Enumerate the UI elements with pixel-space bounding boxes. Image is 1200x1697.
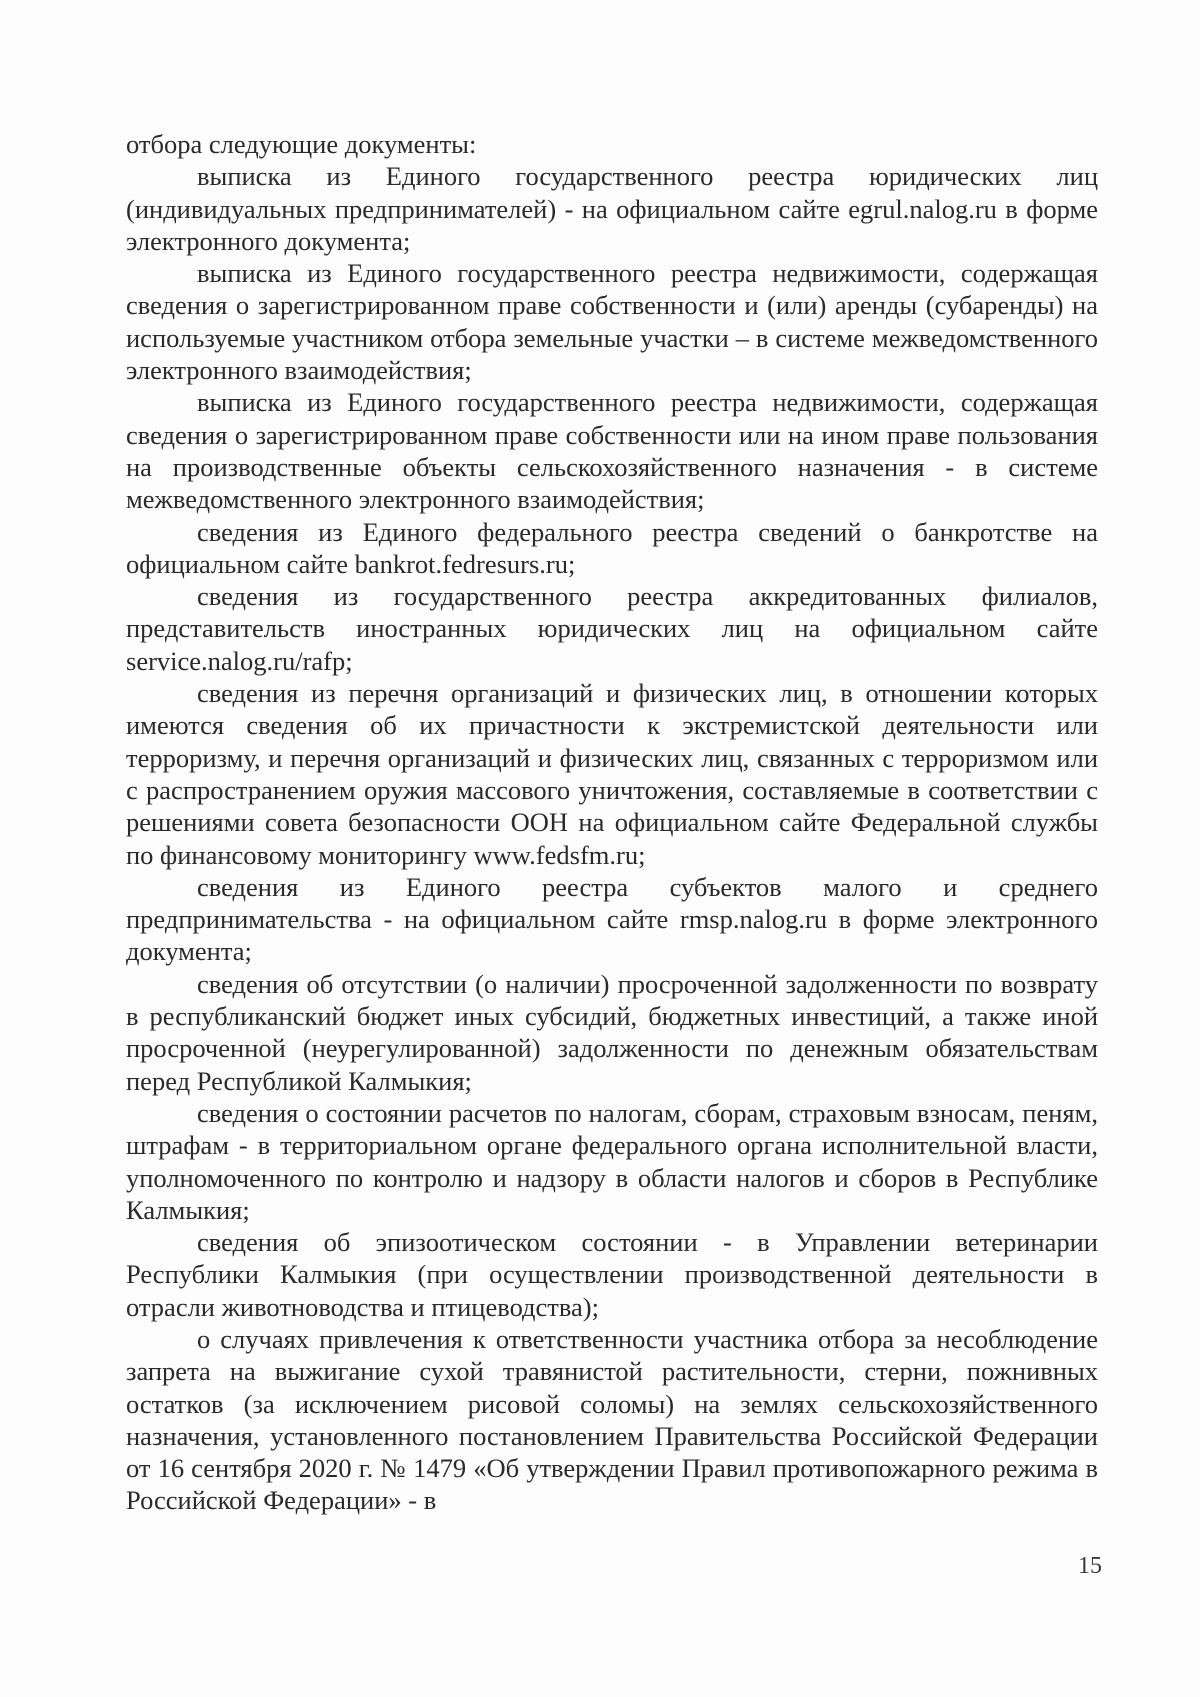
paragraph-extremism-list-info: сведения из перечня организаций и физических лиц, в отношении которых имеются сведения об их причастности к экстремистской деятельности или терроризму, и перечня организаций и физических лиц, связанных с терроризмом или с распространением оружия массового уничтожения, составляемые в соответствии с решениями совета безопасности ООН на официальном сайте Федеральной службы по финансовому мониторингу www.fedsfm.ru; [126, 678, 1098, 870]
paragraph-bankruptcy-info: сведения из Единого федерального реестра сведений о банкротстве на официальном сайте bankrot.fedresurs.ru; [126, 516, 1098, 579]
page-number: 15 [1078, 1553, 1102, 1579]
paragraph-overdue-debt-info: сведения об отсутствии (о наличии) просроченной задолженности по возврату в республиканский бюджет иных субсидий, бюджетных инвестиций, а также иной просроченной (неурегулированной) задолженности по денежным обязательствам перед Республикой Калмыкия; [126, 968, 1098, 1096]
paragraph-egrn-facilities-extract: выписка из Единого государственного реестра недвижимости, содержащая сведения о зарегистрированном праве собственности или на ином праве пользования на производственные объекты сельскохозяйственного назначения - в системе межведомственного электронного взаимодействия; [126, 387, 1098, 515]
paragraph-epizootic-info: сведения об эпизоотическом состоянии - в Управлении ветеринарии Республики Калмыкия (при осуществлении производственной деятельности в отрасли животноводства и птицеводства); [126, 1227, 1098, 1322]
paragraph-rmsp-info: сведения из Единого реестра субъектов малого и среднего предпринимательства - на официальном сайте rmsp.nalog.ru в форме электронного документа; [126, 871, 1098, 967]
paragraph-rafp-info: сведения из государственного реестра аккредитованных филиалов, представительств иностранных юридических лиц на официальном сайте service.nalog.ru/rafp; [126, 581, 1098, 676]
paragraph-burning-ban-info: о случаях привлечения к ответственности участника отбора за несоблюдение запрета на выжигание сухой травянистой растительности, стерни, пожнивных остатков (за исключением рисовой соломы) на землях сельскохозяйственного назначения, установленного постановлением Правительства Российской Федерации от 16 сентября 2020 г. № 1479 «Об утверждении Правил противопожарного режима в Российской Федерации» - в [126, 1323, 1098, 1516]
paragraph-egrul-extract: выписка из Единого государственного реестра юридических лиц (индивидуальных предпринимателей) - на официальном сайте egrul.nalog.ru в форме электронного документа; [126, 161, 1098, 256]
paragraph-tax-settlements-info: сведения о состоянии расчетов по налогам, сборам, страховым взносам, пеням, штрафам - в территориальном органе федерального органа исполнительной власти, уполномоченного по контролю и надзору в области налогов и сборов в Республике Калмыкия; [126, 1097, 1098, 1225]
document-body [126, 128, 1098, 1517]
paragraph-egrn-land-extract: выписка из Единого государственного реестра недвижимости, содержащая сведения о зарегистрированном праве собственности и (или) аренды (субаренды) на используемые участником отбора земельные участки – в системе межведомственного электронного взаимодействия; [126, 258, 1098, 386]
paragraph-intro: отбора следующие документы: [126, 129, 477, 159]
